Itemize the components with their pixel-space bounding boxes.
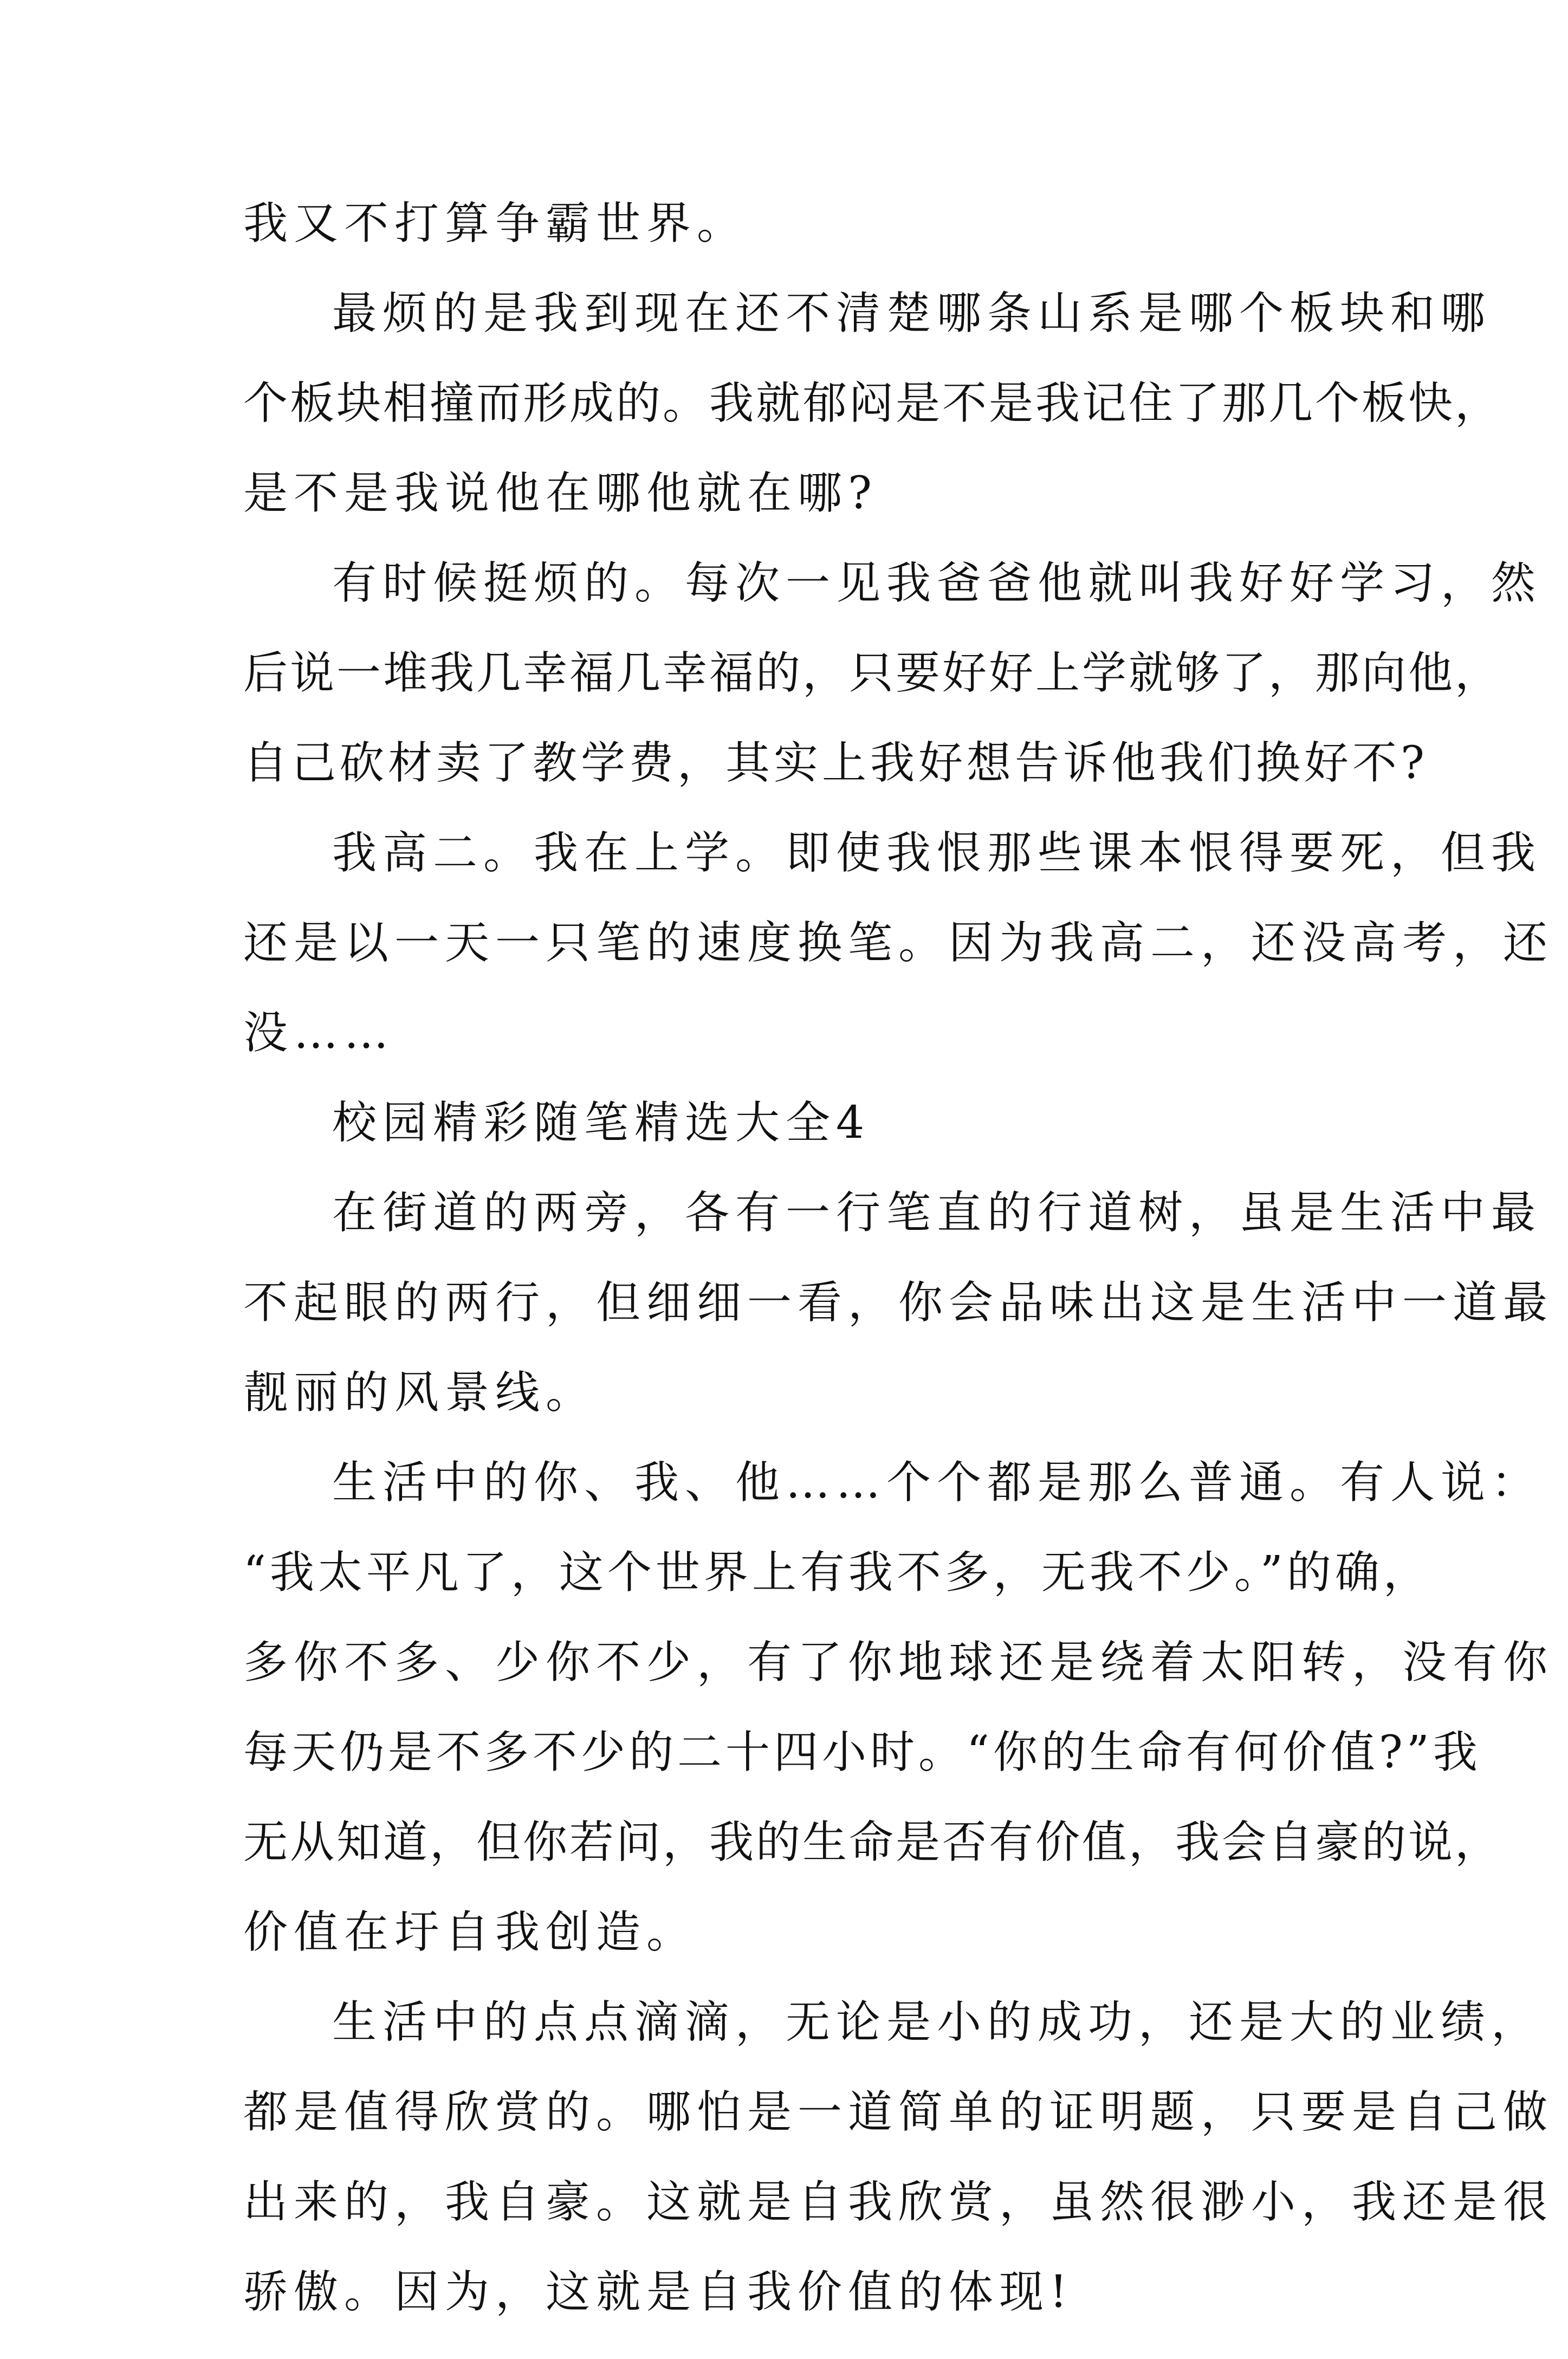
text-line: 是不是我说他在哪他就在哪?	[243, 468, 878, 519]
paragraph-first-line: 有时候挺烦的。每次一见我爸爸他就叫我好好学习，然	[332, 558, 1542, 609]
paragraph-first-line: 生活中的点点滴滴，无论是小的成功，还是大的业绩，	[332, 1997, 1542, 2048]
paragraph-first-line: 最烦的是我到现在还不清楚哪条山系是哪个板块和哪	[332, 288, 1492, 339]
text-line: 都是值得欣赏的。哪怕是一道简单的证明题，只要是自己做	[243, 2086, 1554, 2138]
paragraph-first-line: 我高二。我在上学。即使我恨那些课本恨得要死，但我	[332, 827, 1542, 879]
text-line: 还是以一天一只笔的速度换笔。因为我高二，还没高考，还	[243, 917, 1554, 969]
text-line: 个板块相撞而形成的。我就郁闷是不是我记住了那几个板快，	[243, 378, 1502, 429]
text-line: 自己砍材卖了教学费，其实上我好想告诉他我们换好不?	[243, 737, 1428, 789]
text-line: 没……	[243, 1007, 394, 1059]
text-line: 靓丽的风景线。	[243, 1367, 597, 1418]
text-line: 出来的，我自豪。这就是自我欣赏，虽然很渺小，我还是很	[243, 2176, 1554, 2228]
text-line: “我太平凡了，这个世界上有我不多，无我不少。”的确，	[243, 1547, 1431, 1598]
text-line: 多你不多、少你不少，有了你地球还是绕着太阳转，没有你	[243, 1637, 1554, 1688]
text-line: 后说一堆我几幸福几幸福的，只要好好上学就够了，那向他，	[243, 647, 1502, 699]
text-line: 我又不打算争霸世界。	[243, 198, 748, 249]
text-line: 不起眼的两行，但细细一看，你会品味出这是生活中一道最	[243, 1277, 1554, 1328]
section-heading: 校园精彩随笔精选大全4	[332, 1097, 871, 1149]
paragraph-first-line: 生活中的你、我、他……个个都是那么普通。有人说：	[332, 1457, 1542, 1508]
text-line: 价值在圩自我创造。	[243, 1907, 697, 1958]
text-line: 无从知道，但你若问，我的生命是否有价值，我会自豪的说，	[243, 1817, 1502, 1868]
text-line: 骄傲。因为，这就是自我价值的体现!	[243, 2266, 1073, 2318]
text-line: 每天仍是不多不少的二十四小时。“你的生命有何价值?”我	[243, 1727, 1481, 1778]
body-text	[243, 198, 1554, 2359]
paragraph-first-line: 在街道的两旁，各有一行笔直的行道树，虽是生活中最	[332, 1187, 1542, 1239]
